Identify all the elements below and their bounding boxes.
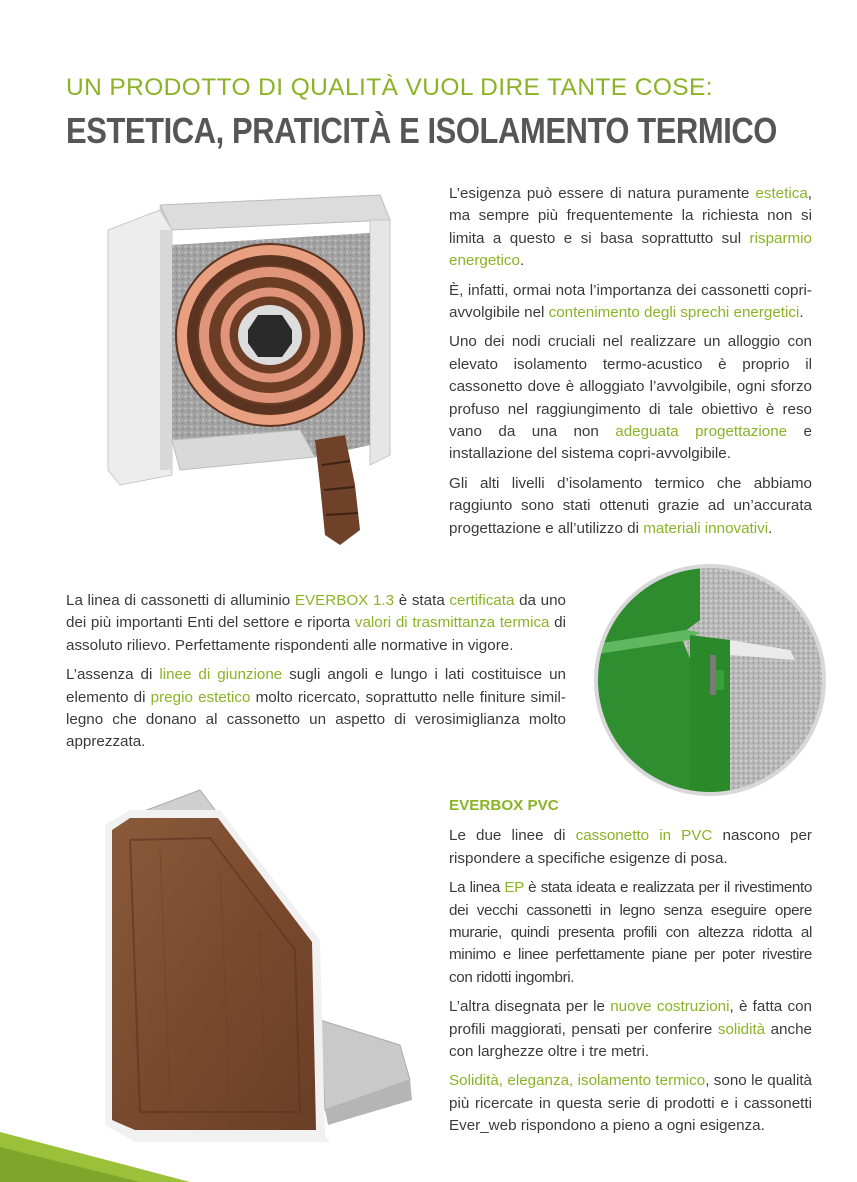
panel-detail-circle-image [590,560,830,800]
intro-paragraph-4: Gli alti livelli d’isolamento termico che abbiamo raggiunto sono stati ottenuti grazie ad un’accurata progettazione e all’utilizzo di materiali innovativi. [449,474,812,537]
pvc-paragraph-3: L’altra disegnata per le nuove costruzioni, è fatta con profili maggiorati, pensati per conferire solidità anche con larghezze oltre i tre metri. [449,998,812,1061]
pvc-paragraph-2: La linea EP è stata ideata e realizzata per il rivestimento dei vecchi cassonetti in legno senza eseguire opere murarie, quindi presenta profili con altezza ridotta al minimo e linee perfettamente piane per poter rivestire con ridotti ingombri. [449,879,812,986]
wood-pvc-box-image [100,780,420,1150]
page-subtitle: UN PRODOTTO DI QUALITÀ VUOL DIRE TANTE COSE: [66,74,713,101]
aluminium-paragraph-2: L’assenza di linee di giunzione sugli angoli e lungo i lati costituisce un elemento di pregio estetico molto ricercato, soprattutto nelle finiture simil-legno che donano al cassonetto un aspetto di verosimiglianza molto apprezzata. [66,666,566,751]
everbox-pvc-heading: EVERBOX PVC [449,797,559,814]
pvc-paragraph-1: Le due linee di cassonetto in PVC nascono per rispondere a specifiche esigenze di posa. [449,827,812,867]
decorative-green-wedge [0,1102,857,1182]
everbox-pvc-text [449,795,812,1145]
page-title: ESTETICA, PRATICITÀ E ISOLAMENTO TERMICO [66,110,777,151]
everbox-aluminium-text [66,590,566,761]
intro-paragraph-2: È, infatti, ormai nota l’importanza dei cassonetti copri-avvolgibile nel contenimento degli sprechi energetici. [449,281,812,322]
intro-text-column [449,183,812,547]
intro-paragraph-3: Uno dei nodi cruciali nel realizzare un alloggio con elevato isolamento termo-acustico è proprio il cassonetto dove è alloggiato l’avvolgibile, ogni sforzo profuso nel raggiungimento di tale obiettivo è reso vano da una non adeguata progettazione e installazione del sistema copri-avvolgibile. [449,333,812,463]
intro-paragraph-1: L’esigenza può essere di natura puramente estetica, ma sempre più frequentemente la richiesta non si limita a questo e si basa soprattutto sul risparmio energetico. [449,185,812,270]
aluminium-paragraph-1: La linea di cassonetti di alluminio EVERBOX 1.3 è stata certificata da uno dei più importanti Enti del settore e riporta valori di trasmittanza termica di assoluto rilievo. Perfettamente rispondenti alle normative in vigore. [66,592,566,654]
roller-box-cutaway-image [100,185,400,565]
pvc-paragraph-4: Solidità, eleganza, isolamento termico, sono le qualità più ricercate in questa serie di prodotti e i cassonetti Ever_web rispondono a pieno a ogni esigenza. [449,1072,812,1135]
